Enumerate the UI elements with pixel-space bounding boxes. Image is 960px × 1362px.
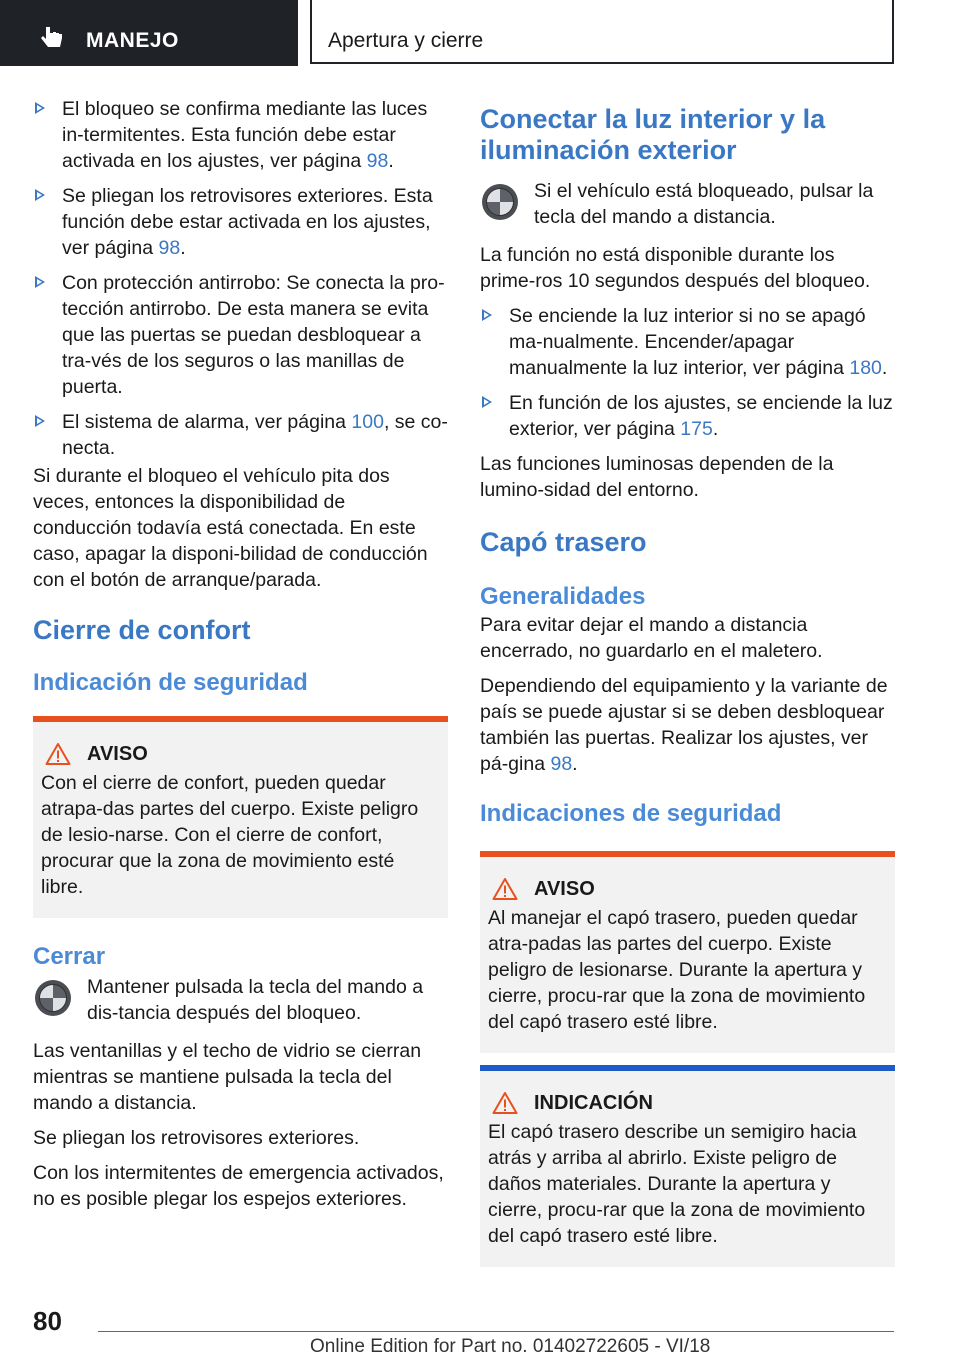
notice-box <box>480 1065 895 1267</box>
notice-text: El capó trasero describe un semigiro hacia atrás y arriba al abrirlo. Existe peligro de daños materiales. Durante la apertura y cierre, procu‐rar que la zona de movimiento del capó trasero esté libre. <box>488 1121 866 1247</box>
triangle-bullet-icon <box>35 189 45 201</box>
key-instruction <box>480 178 895 230</box>
page-number: 80 <box>33 1306 62 1336</box>
section-title-box <box>310 0 894 64</box>
section-title: Apertura y cierre <box>328 29 484 52</box>
list-item: Con protección antirrobo: Se conecta la pro‐tección antirrobo. De esta manera se evita que las puertas se puedan desbloquear a tra‐vés de los seguros o las manillas de puerta. <box>33 270 448 400</box>
triangle-bullet-icon <box>482 309 492 321</box>
page-link[interactable]: 98 <box>550 753 573 775</box>
warning-title: AVISO <box>87 742 148 765</box>
page-link[interactable]: 180 <box>849 357 882 379</box>
heading-luz-interior: Conectar la luz interior y la iluminación exterior <box>480 104 826 165</box>
key-instruction-text: Si el vehículo está bloqueado, pulsar la tecla del mando a distancia. <box>534 180 874 228</box>
key-instruction <box>33 974 448 1026</box>
triangle-bullet-icon <box>482 396 492 408</box>
remote-key-icon <box>33 978 73 1018</box>
warning-triangle-icon <box>45 742 71 766</box>
warning-title: AVISO <box>534 877 595 900</box>
left-column <box>33 96 448 1221</box>
lock-bullets <box>33 96 448 461</box>
warning-box <box>33 716 448 918</box>
list-item: El bloqueo se confirma mediante las luces in‐termitentes. Esta función debe estar activada en los ajustes, ver página 98. <box>33 96 448 174</box>
page-link[interactable]: 98 <box>158 237 181 259</box>
warning-text: Con el cierre de confort, pueden quedar atrapa‐das partes del cuerpo. Existe peligro de lesio‐narse. Con el cierre de confort, procurar que la zona de movimiento esté libre. <box>41 772 419 898</box>
remote-storage-paragraph: Para evitar dejar el mando a distancia encerrado, no guardarlo en el maletero. <box>480 614 823 662</box>
page-link[interactable]: 100 <box>351 411 384 433</box>
double-beep-paragraph: Si durante el bloqueo el vehículo pita dos veces, entonces la disponibilidad de conducción todavía está conectada. En este caso, apagar la disponi‐bilidad de conducción con el botón de arranque/parada. <box>33 465 428 591</box>
remote-key-icon <box>480 182 520 222</box>
edition-text: Online Edition for Part no. 01402722605 - VI/18 <box>310 1336 711 1357</box>
warning-triangle-icon <box>492 1091 518 1115</box>
chapter-label: MANEJO <box>86 29 179 52</box>
heading-cierre-confort: Cierre de confort <box>33 615 251 645</box>
heading-indicacion-seguridad: Indicación de seguridad <box>33 669 308 696</box>
right-column <box>480 96 895 1267</box>
heading-generalidades: Generalidades <box>480 583 646 610</box>
list-item: En función de los ajustes, se enciende la luz exterior, ver página 175. <box>480 390 895 442</box>
windows-paragraph: Las ventanillas y el techo de vidrio se cierran mientras se mantiene pulsada la tecla del mando a distancia. <box>33 1040 422 1114</box>
triangle-bullet-icon <box>35 102 45 114</box>
hand-pointer-icon <box>40 25 66 51</box>
delay-paragraph: La función no está disponible durante los prime‐ros 10 segundos después del bloqueo. <box>480 244 871 292</box>
key-instruction-text: Mantener pulsada la tecla del mando a dis‐tancia después del bloqueo. <box>87 976 424 1024</box>
heading-indicaciones-seguridad: Indicaciones de seguridad <box>480 800 782 827</box>
warning-box <box>480 851 895 1053</box>
page-header <box>0 0 960 66</box>
list-item: Se enciende la luz interior si no se apagó ma‐nualmente. Encender/apagar manualmente la luz interior, ver página 180. <box>480 303 895 381</box>
hazard-paragraph: Con los intermitentes de emergencia activados, no es posible plegar los espejos exteriores. <box>33 1162 444 1210</box>
warning-text: Al manejar el capó trasero, pueden quedar atra‐padas las partes del cuerpo. Existe peligro de lesionarse. Durante la apertura y cierre, procu‐rar que la zona de movimiento del capó trasero esté libre. <box>488 907 866 1033</box>
mirrors-paragraph: Se pliegan los retrovisores exteriores. <box>33 1127 360 1149</box>
light-bullets <box>480 303 895 442</box>
list-item: Se pliegan los retrovisores exteriores. Esta función debe estar activada en los ajustes, ver página 98. <box>33 183 448 261</box>
list-item: El sistema de alarma, ver página 100, se co‐necta. <box>33 409 448 461</box>
triangle-bullet-icon <box>35 415 45 427</box>
doors-paragraph: Dependiendo del equipamiento y la variante de país se puede ajustar si se deben desbloquear también las puertas. Realizar los ajustes, ver pá‐gina 98. <box>480 675 888 775</box>
chapter-tab <box>0 0 298 66</box>
heading-cerrar: Cerrar <box>33 943 106 970</box>
footer-divider <box>98 1331 894 1332</box>
warning-triangle-icon <box>492 877 518 901</box>
luminosity-paragraph: Las funciones luminosas dependen de la lumino‐sidad del entorno. <box>480 453 834 501</box>
notice-title: INDICACIÓN <box>534 1091 653 1114</box>
triangle-bullet-icon <box>35 276 45 288</box>
heading-capo-trasero: Capó trasero <box>480 527 647 557</box>
page-link[interactable]: 175 <box>680 418 713 440</box>
page-link[interactable]: 98 <box>366 150 389 172</box>
